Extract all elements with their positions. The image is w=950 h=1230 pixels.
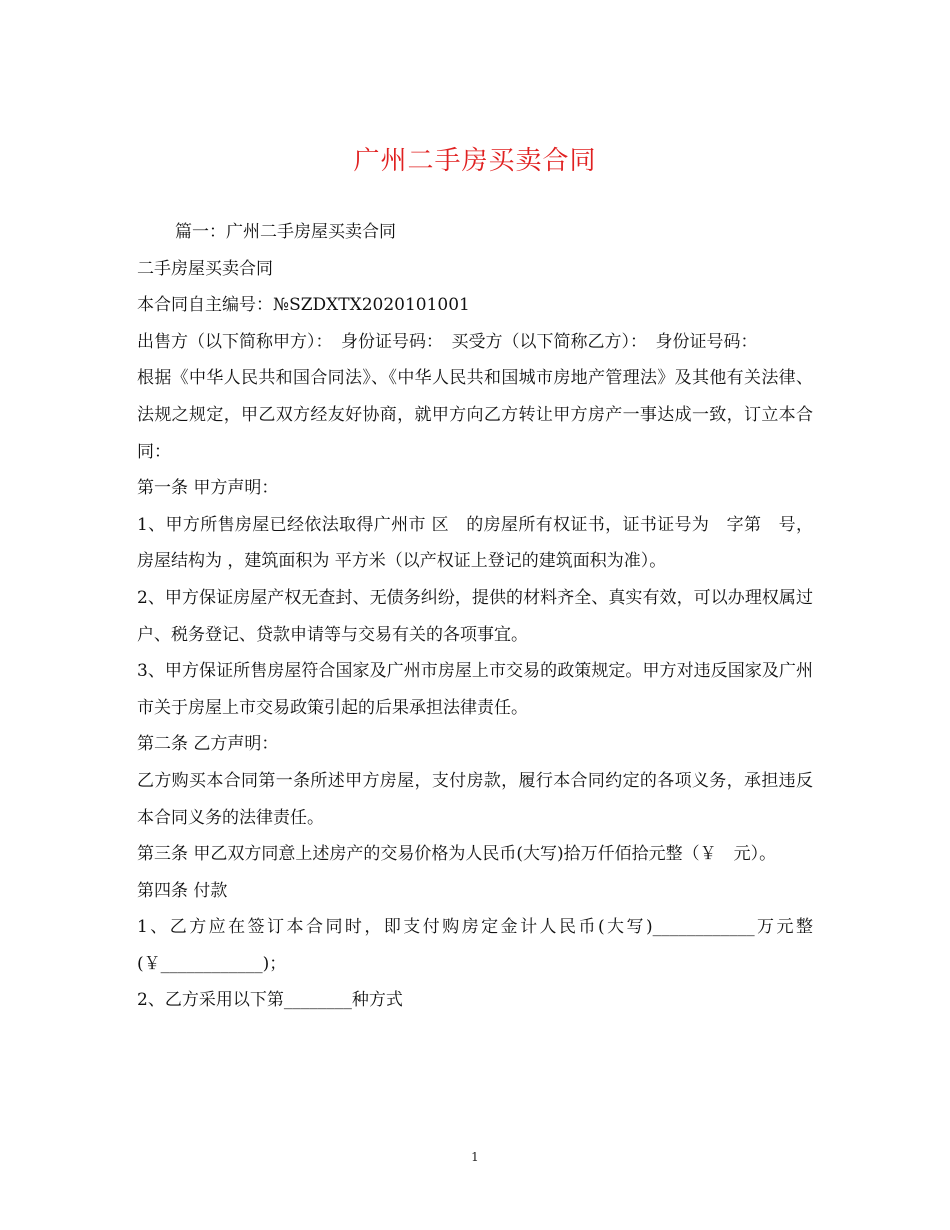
article-2-body: 乙方购买本合同第一条所述甲方房屋，支付房款，履行本合同约定的各项义务，承担违反本合同义务的法律责任。 — [137, 770, 813, 828]
article-1-clause-1: 1、甲方所售房屋已经依法取得广州市 区 的房屋所有权证书，证书证号为 字第 号，房屋结构为 ，建筑面积为 平方米（以产权证上登记的建筑面积为准）。 — [137, 514, 813, 572]
contract-number: 本合同自主编号：№SZDXTX2020101001 — [137, 295, 470, 316]
article-4-clause-1: 1、乙方应在签订本合同时，即支付购房定金计人民币(大写)____________万元整(￥____________)； — [137, 917, 813, 974]
document-title: 广州二手房买卖合同 — [353, 146, 597, 176]
page-number: 1 — [471, 1150, 479, 1164]
article-1-clause-3: 3、甲方保证所售房屋符合国家及广州市房屋上市交易的政策规定。甲方对违反国家及广州市关于房屋上市交易政策引起的后果承担法律责任。 — [137, 661, 813, 718]
section-heading: 篇一：广州二手房屋买卖合同 — [175, 222, 396, 242]
article-1-heading: 第一条 甲方声明： — [137, 478, 279, 499]
article-2-heading: 第二条 乙方声明： — [137, 734, 279, 755]
document-body — [137, 214, 813, 1019]
parties-line: 出售方（以下简称甲方）： 身份证号码： 买受方（以下简称乙方）： 身份证号码： — [137, 331, 758, 352]
article-4-clause-2: 2、乙方采用以下第________种方式 — [137, 990, 403, 1011]
preamble: 根据《中华人民共和国合同法》、《中华人民共和国城市房地产管理法》及其他有关法律、法规之规定，甲乙双方经友好协商，就甲方向乙方转让甲方房产一事达成一致，订立本合同： — [137, 368, 813, 462]
article-1-clause-2: 2、甲方保证房屋产权无查封、无债务纠纷，提供的材料齐全、真实有效，可以办理权属过户、税务登记、贷款申请等与交易有关的各项事宜。 — [137, 587, 813, 645]
article-3-price: 第三条 甲乙双方同意上述房产的交易价格为人民币(大写)拾万仟佰拾元整（￥ 元）。 — [137, 844, 777, 865]
contract-name: 二手房屋买卖合同 — [137, 258, 273, 279]
article-4-heading: 第四条 付款 — [137, 880, 228, 901]
